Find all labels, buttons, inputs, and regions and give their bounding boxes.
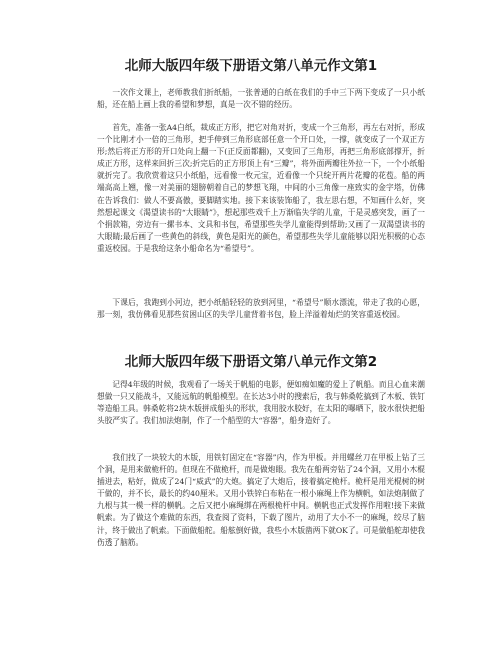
article-1-paragraph-2: 首先，准备一张A4白纸，裁成正方形，把它对角对折，变成一个三角形，再左右对折，形成一个比刚才小一倍的三角形，把手伸到三角形底部任意一个开口处，一撑，就变成了一个双正方形;然后将正方形的开口处向上翻一下(正反面都翻)，又变回了三角形，再把三角形底部撑开，折成正方形，这样来回折三次;折完后的正方形顶上有“三瓣”，将外面两瓣往外拉一下，一个小纸船就折完了。我欣赏着这只小纸船，远看像一枚元宝，近看像一个只绽开两片花瓣的花苞。船的两端高高上翘，像一对美丽的翅膀朝着自己的梦想飞翔，中间的小三角像一座致实的金字塔，仿佛在告诉我们：做人不要高傲，要脚踏实地。接下来该装饰船了，我左思右想，不知画什么好，突然想起课文《渴望读书的“大眼睛”》，想起那些戏千上万渐临失学的儿童，于是灵感突发，画了一个捐款箱，旁边有一摞书本、文具和书包，希望那些失学儿童能得到帮助;又画了一双渴望读书的大眼睛;最后画了一些黄色的斜线，黄色是阳光的颜色，希望那些失学儿童能够以阳光积极的心态重返校园。于是我给这条小船命名为“希望号”。 <box>97 123 425 253</box>
article-1-title: 北师大版四年级下册语文第八单元作文第1 <box>124 58 378 74</box>
article-1-paragraph-3: 下课后，我跑到小河边，把小纸船轻轻的放到河里，“希望号”顺水漂流，带走了我的心愿，那一刻，我仿佛看见那些贫困山区的失学儿童背着书包，脸上洋溢着灿烂的笑容重返校园。 <box>97 298 425 320</box>
article-1-paragraph-1: 一次作文课上，老师教我们折纸船，一张普通的白纸在我们的手中三下两下变成了一只小纸船，还在船上画上我的希望和梦想，真是一次不错的经历。 <box>97 88 425 110</box>
article-2-title: 北师大版四年级下册语文第八单元作文第2 <box>124 354 378 370</box>
article-2-paragraph-2: 我们找了一块较大的木版，用铁钉固定在“容器”内，作为甲板。并用螺丝刀在甲板上钻了三个洞，是用来做桅杆的。但现在不做桅杆，而是做炮眼。我先在船两旁钻了24个洞，又用小木棍插进去，粘好，做成了24门“威武”的大炮。搞定了大炮后，接着搞定桅杆。桅杆是用光棍树的树干做的，并不长，最长的约40厘米。又用小铁锌白布粘在一根小麻绳上作为横帆，如法炮制做了九根与其一模一样的横帆。之后又把小麻绳绑在两根桅杆中间。横帆也正式发挥作用啦!接下来做帆索。为了做这个难做的东西，我查阅了资料，下载了图片，动用了大小不一的麻绳，绞尽了脑汁，终于做出了帆索。下面做船舵。船舷倒好做，我些小木版凿两下就OK了。可是做船舵却使我伤透了脑筋。 <box>97 453 425 547</box>
article-2-paragraph-1: 记得4年级的时候，我观看了一场关于帆船的电影，便如痴如魔的爱上了帆船。而且心血来潮想做一只又能战斗，又能远航的帆船模型。在长达3小时的搜索后，我与韩桑乾搞到了木板、铁钉等造船工具。韩桑乾将2块木版拼成船头的形状，我用胶水胶好，在太阳的曝晒下，胶水很快把船头胶严实了。我们加法炮制，作了一个船型的大“容器”，船身造好了。 <box>97 380 425 426</box>
